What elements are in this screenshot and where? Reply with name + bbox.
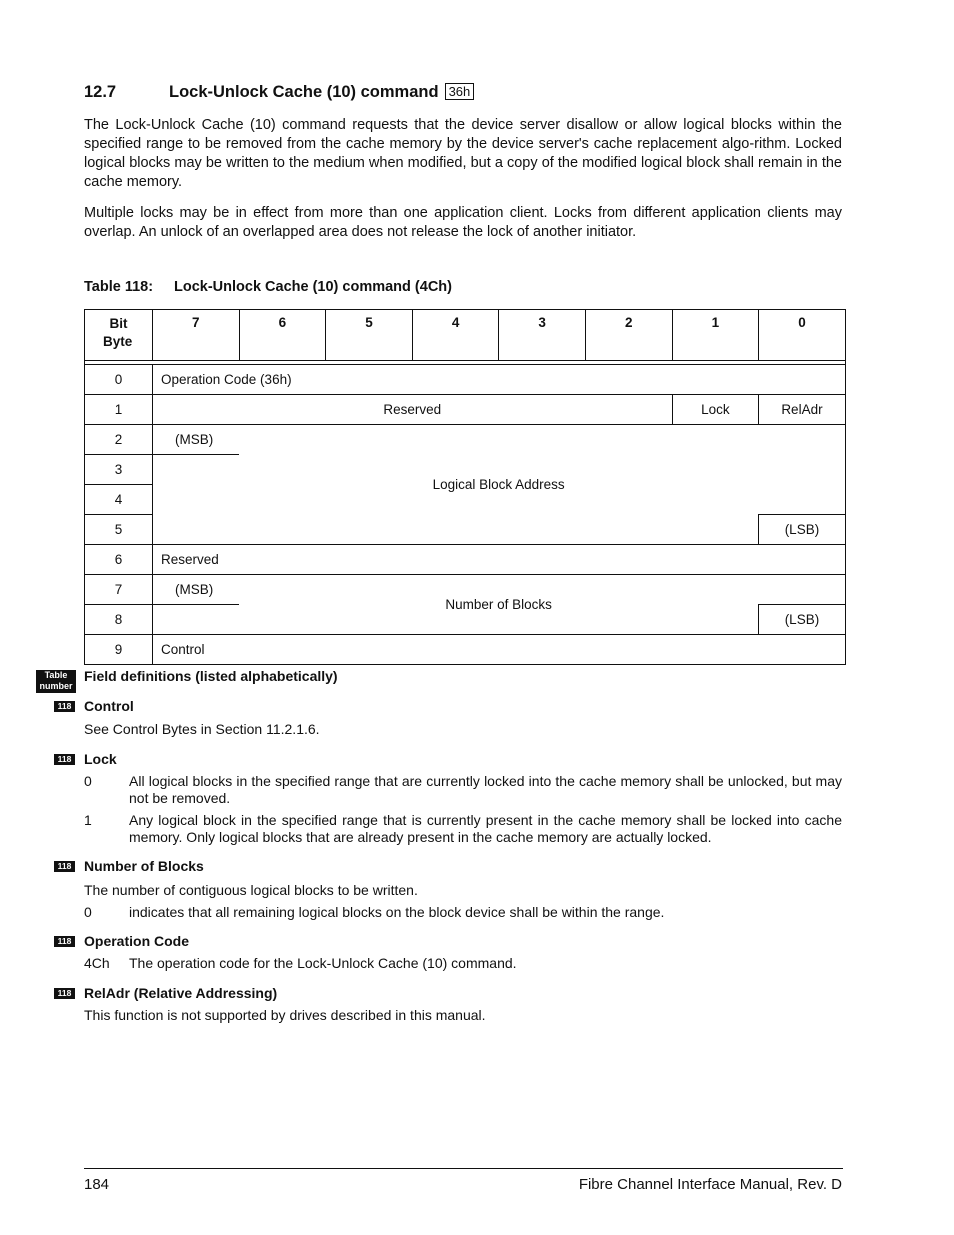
footer-rule — [84, 1168, 843, 1169]
byte-number: 9 — [85, 635, 153, 665]
byte-number: 8 — [85, 605, 153, 635]
byte-label: Byte — [103, 334, 133, 349]
lock-cell: Lock — [672, 395, 759, 425]
bit-1: 1 — [672, 310, 759, 361]
table-badge: 118 — [54, 936, 75, 947]
bit-label: Bit — [109, 316, 128, 331]
byte-number: 3 — [85, 455, 153, 485]
lba-left-blank — [153, 455, 240, 545]
byte-number: 7 — [85, 575, 153, 605]
byte-number: 1 — [85, 395, 153, 425]
lock-item-text: All logical blocks in the specified range that are currently locked into the cache memory shall be unlocked, but may not be removed. — [129, 773, 842, 806]
bit-7: 7 — [153, 310, 240, 361]
lock-item-key: 0 — [84, 773, 92, 789]
control-text: See Control Bytes in Section 11.2.1.6. — [84, 721, 320, 737]
reladr-cell: RelAdr — [759, 395, 846, 425]
bit-4: 4 — [412, 310, 499, 361]
command-table — [84, 309, 846, 665]
table-row — [85, 365, 846, 395]
lba-msb: (MSB) — [153, 425, 240, 455]
field-definitions-heading: Field definitions (listed alphabetically) — [84, 668, 338, 684]
bit-0: 0 — [759, 310, 846, 361]
table-number-marker: Table number — [36, 670, 76, 693]
lock-title: Lock — [84, 751, 117, 767]
byte-number: 2 — [85, 425, 153, 455]
reserved-cell: Reserved — [153, 395, 673, 425]
table-badge: 118 — [54, 988, 75, 999]
table-row — [85, 425, 846, 455]
table-caption — [84, 279, 452, 295]
page-number: 184 — [84, 1176, 110, 1193]
control-title: Control — [84, 698, 134, 714]
byte-number: 0 — [85, 365, 153, 395]
table-number: Table 118: — [84, 279, 154, 295]
table-badge: 118 — [54, 754, 75, 765]
manual-title: Fibre Channel Interface Manual, Rev. D — [578, 1176, 842, 1193]
number-of-blocks-cell: Number of Blocks — [239, 575, 759, 635]
op-code-box: 36h — [445, 83, 475, 100]
reserved-byte6-cell: Reserved — [153, 545, 846, 575]
section-number: 12.7 — [84, 83, 117, 101]
nob-msb: (MSB) — [153, 575, 240, 605]
byte-number: 4 — [85, 485, 153, 515]
byte-number: 5 — [85, 515, 153, 545]
table-row — [85, 395, 846, 425]
operation-code-cell: Operation Code (36h) — [153, 365, 846, 395]
intro-paragraph: The Lock-Unlock Cache (10) command requests that the device server disallow or allow logical blocks within the specified range to be removed from the cache memory by the device server's cache replacement algo-rithm. Locked logical blocks may be written to the medium when modified, but a copy of the modified logical block shall remain in the cache memory. — [84, 117, 842, 190]
table-header-row — [85, 310, 846, 361]
table-badge: 118 — [54, 701, 75, 712]
nob-item-text: indicates that all remaining logical blocks on the block device shall be within the range. — [129, 904, 665, 920]
number-of-blocks-item-0 — [84, 904, 842, 921]
lock-item-1 — [84, 812, 842, 846]
operation-code-item-0 — [84, 955, 842, 972]
nob-item-key: 0 — [84, 904, 92, 920]
bit-byte-header — [85, 310, 153, 361]
bit-2: 2 — [585, 310, 672, 361]
lock-item-text: Any logical block in the specified range that is currently present in the cache memory shall be locked into cache memory. Only logical blocks that are already present in the cache memory are actually locked. — [129, 812, 842, 845]
opcode-item-text: The operation code for the Lock-Unlock Cache (10) command. — [129, 955, 517, 971]
number-of-blocks-title: Number of Blocks — [84, 858, 204, 874]
nob-lsb: (LSB) — [759, 605, 846, 635]
number-of-blocks-text: The number of contiguous logical blocks to be written. — [84, 882, 418, 898]
control-cell: Control — [153, 635, 846, 665]
reladr-title: RelAdr (Relative Addressing) — [84, 985, 278, 1001]
table-row — [85, 575, 846, 605]
lock-item-0 — [84, 773, 842, 807]
table-title: Lock-Unlock Cache (10) command (4Ch) — [174, 279, 452, 295]
lba-lsb: (LSB) — [759, 515, 846, 545]
nob-right-blank — [759, 575, 846, 605]
table-row — [85, 545, 846, 575]
locks-paragraph: Multiple locks may be in effect from more than one application client. Locks from different application clients may overlap. An unlock of an overlapped area does not release the lock of another initiator. — [84, 205, 842, 240]
bit-3: 3 — [499, 310, 586, 361]
lba-right-blank — [759, 425, 846, 515]
reladr-text: This function is not supported by drives described in this manual. — [84, 1007, 486, 1023]
operation-code-title: Operation Code — [84, 933, 190, 949]
nob-left-blank — [153, 605, 240, 635]
table-badge: 118 — [54, 861, 75, 872]
section-heading — [84, 83, 474, 102]
byte-number: 6 — [85, 545, 153, 575]
section-title: Lock-Unlock Cache (10) command — [169, 83, 439, 101]
lock-item-key: 1 — [84, 812, 92, 828]
bit-6: 6 — [239, 310, 326, 361]
opcode-item-key: 4Ch — [84, 955, 110, 971]
logical-block-address-cell: Logical Block Address — [239, 425, 759, 545]
bit-5: 5 — [326, 310, 413, 361]
table-row — [85, 635, 846, 665]
